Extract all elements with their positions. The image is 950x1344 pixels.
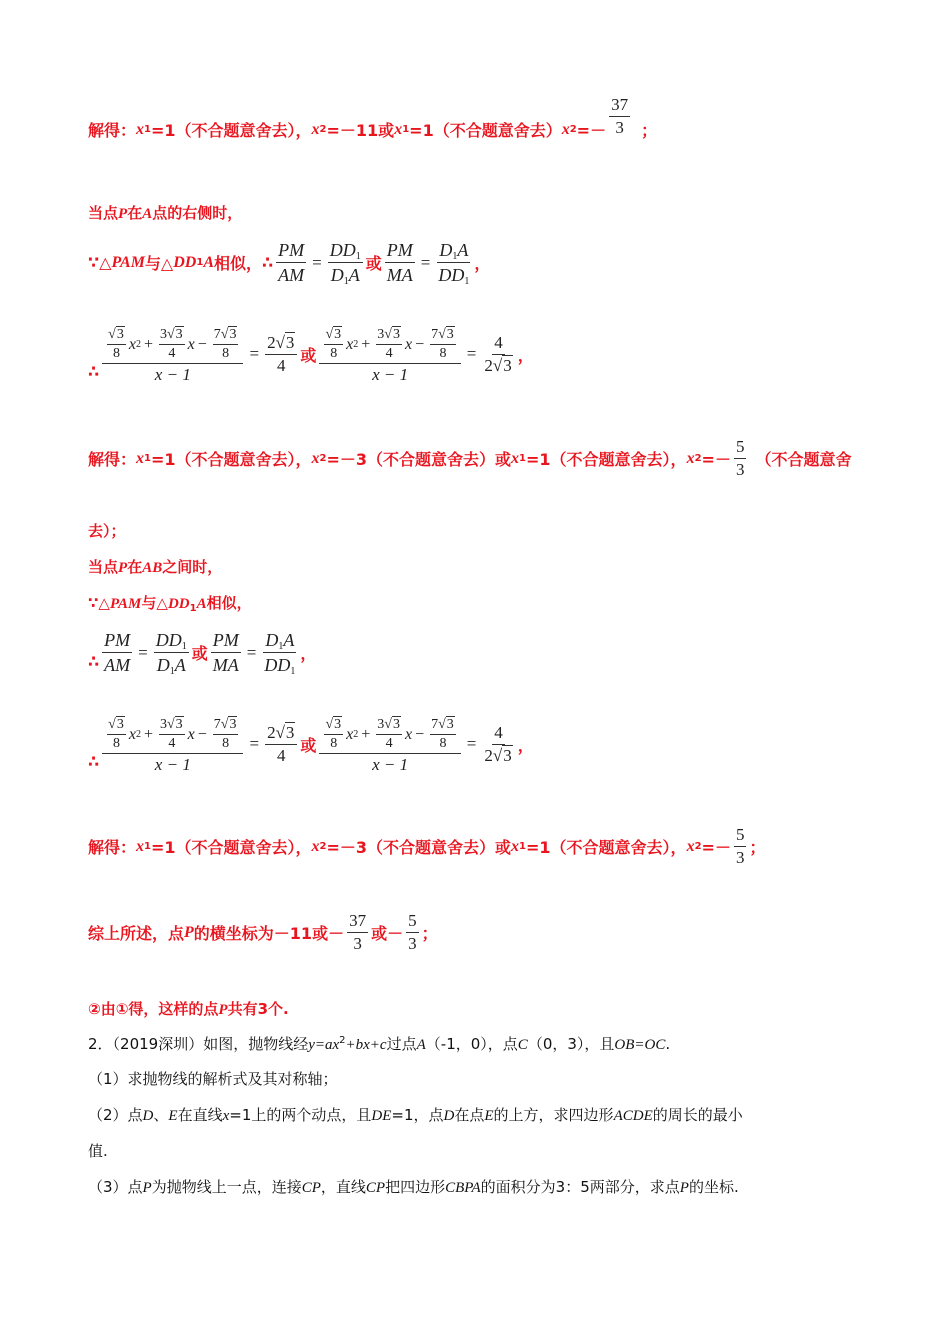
ratio-dd1-d1a: $\frac{DD_1}{D_1A}$: [329, 240, 361, 287]
fraction-2sqrt3-4: $\frac{2√3}{4}$: [265, 332, 297, 377]
ratio-pm-ma: $\frac{PM}{MA}$: [386, 240, 413, 285]
fraction-5-3-b: $\frac{5}{3}$: [735, 825, 745, 867]
poly-fraction-right-2: $\frac{√3}{8}$ x 2 + $\frac{3√3}{4}$ x − $\frac{7√3}{8}$ x − 1: [319, 712, 460, 776]
ratio-pm-ma-2: $\frac{PM}{MA}$: [212, 630, 239, 675]
problem-2-q2: （2）点D、E在直线x=1上的两个动点，且DE=1，点D在点E的上方，求四边形ACDE的周长的最小: [88, 1106, 743, 1124]
problem-2-q3: （3）点P为抛物线上一点，连接CP，直线CP把四边形CBPA的面积分为3：5两部分，求点P的坐标.: [88, 1178, 739, 1196]
similarity-statement: ∵△PAM与$\triangle DD_1A$相似，: [88, 594, 252, 614]
fraction-4-2sqrt3: $\frac{4}{2√3}$: [484, 332, 512, 375]
similarity-ratio-line-2: ∴ $\frac{PM}{AM}$ = $\frac{DD_1}{D_1A}$ 或 $\frac{PM}{MA}$ = $\frac{D_1A}{DD_1}$ ，: [88, 630, 317, 677]
ratio-d1a-dd1-2: $\frac{D_1A}{DD_1}$: [264, 630, 296, 677]
fraction-4-2sqrt3-2: $\frac{4}{2√3}$: [484, 722, 512, 765]
problem-2-q2-cont: 值.: [88, 1142, 108, 1160]
ratio-pm-am-2: $\frac{PM}{AM}$: [104, 630, 131, 675]
case-between-heading: 当点P在AB之间时，: [88, 558, 223, 576]
ratio-pm-am: $\frac{PM}{AM}$: [278, 240, 305, 285]
ratio-dd1-d1a-2: $\frac{DD_1}{D_1A}$: [155, 630, 187, 677]
equation-line-2: ∴ $\frac{√3}{8}$ x 2 + $\frac{3√3}{4}$ x − $\frac{7√3}{8}$ x − 1 = $\frac{2√3}{4}$ 或 $\frac{√3}{8}$ x 2 + $\frac{3√3}{4}$ x − $\frac{7√3}{8}$ x − 1 = $\frac{4}{2√3}$ ，: [88, 712, 534, 776]
fraction-5-3-c: $\frac{5}{3}$: [408, 911, 417, 953]
ratio-d1a-dd1: $\frac{D_1A}{DD_1}$: [438, 240, 470, 287]
fraction-37-3-b: $\frac{37}{3}$: [349, 911, 367, 953]
equation-line-1: ∴ $\frac{√3}{8}$ x 2 + $\frac{3√3}{4}$ x − $\frac{7√3}{8}$ x − 1 = $\frac{2√3}{4}$ 或 $\frac{√3}{8}$ x 2 + $\frac{3√3}{4}$ x − $\frac{7√3}{8}$ x − 1 = $\frac{4}{2√3}$ ，: [88, 322, 534, 386]
poly-fraction-left-2: $\frac{√3}{8}$ x 2 + $\frac{3√3}{4}$ x − $\frac{7√3}{8}$ x − 1: [102, 712, 243, 776]
case-right-heading: 当点P在A点的右侧时，: [88, 204, 243, 222]
solution-line-1: 解得： x 1 =1（不合题意舍去）， x 2 =－11或 x 1 =1（不合题意舍去） x 2 =－ $\frac{37}{3}$ ；: [88, 95, 658, 140]
problem-2-q1: （1）求抛物线的解析式及其对称轴；: [88, 1070, 338, 1088]
poly-fraction-right: $\frac{√3}{8}$ x 2 + $\frac{3√3}{4}$ x − $\frac{7√3}{8}$ x − 1: [319, 322, 460, 386]
solution-line-2-cont: 去）；: [88, 522, 126, 540]
summary-line: 综上所述，点 P 的横坐标为－11或－ $\frac{37}{3}$ 或－ $\frac{5}{3}$ ；: [88, 911, 438, 953]
similarity-ratio-line-1: ∵△ PAM 与△ DD 1 A 相似， ∴ $\frac{PM}{AM}$ = $\frac{DD_1}{D_1A}$ 或 $\frac{PM}{MA}$ = $\frac{D_1A}{DD_1}$ ，: [88, 240, 491, 287]
solution-line-2: 解得： x 1 =1（不合题意舍去）， x 2 =－3（不合题意舍去）或 x 1 =1（不合题意舍去）， x 2 =－ $\frac{5}{3}$ （不合题意舍: [88, 437, 852, 479]
solution-line-3: 解得： x 1 =1（不合题意舍去）， x 2 =－3（不合题意舍去）或 x 1 =1（不合题意舍去）， x 2 =－ $\frac{5}{3}$ ；: [88, 825, 766, 867]
problem-2-statement: 2．（2019深圳）如图，抛物线经$y=ax^2+bx+c$过点A（-1，0），点C（0，3），且OB=OC.: [88, 1035, 671, 1053]
fraction-2sqrt3-4-2: $\frac{2√3}{4}$: [265, 722, 297, 767]
fraction-5-3: $\frac{5}{3}$: [735, 437, 745, 479]
part2-conclusion: ②由①得，这样的点P共有3个.: [88, 1000, 289, 1018]
fraction-37-3: $\frac{37}{3}$: [611, 95, 629, 137]
poly-fraction-left: $\frac{√3}{8}$ x 2 + $\frac{3√3}{4}$ x − $\frac{7√3}{8}$ x − 1: [102, 322, 243, 386]
